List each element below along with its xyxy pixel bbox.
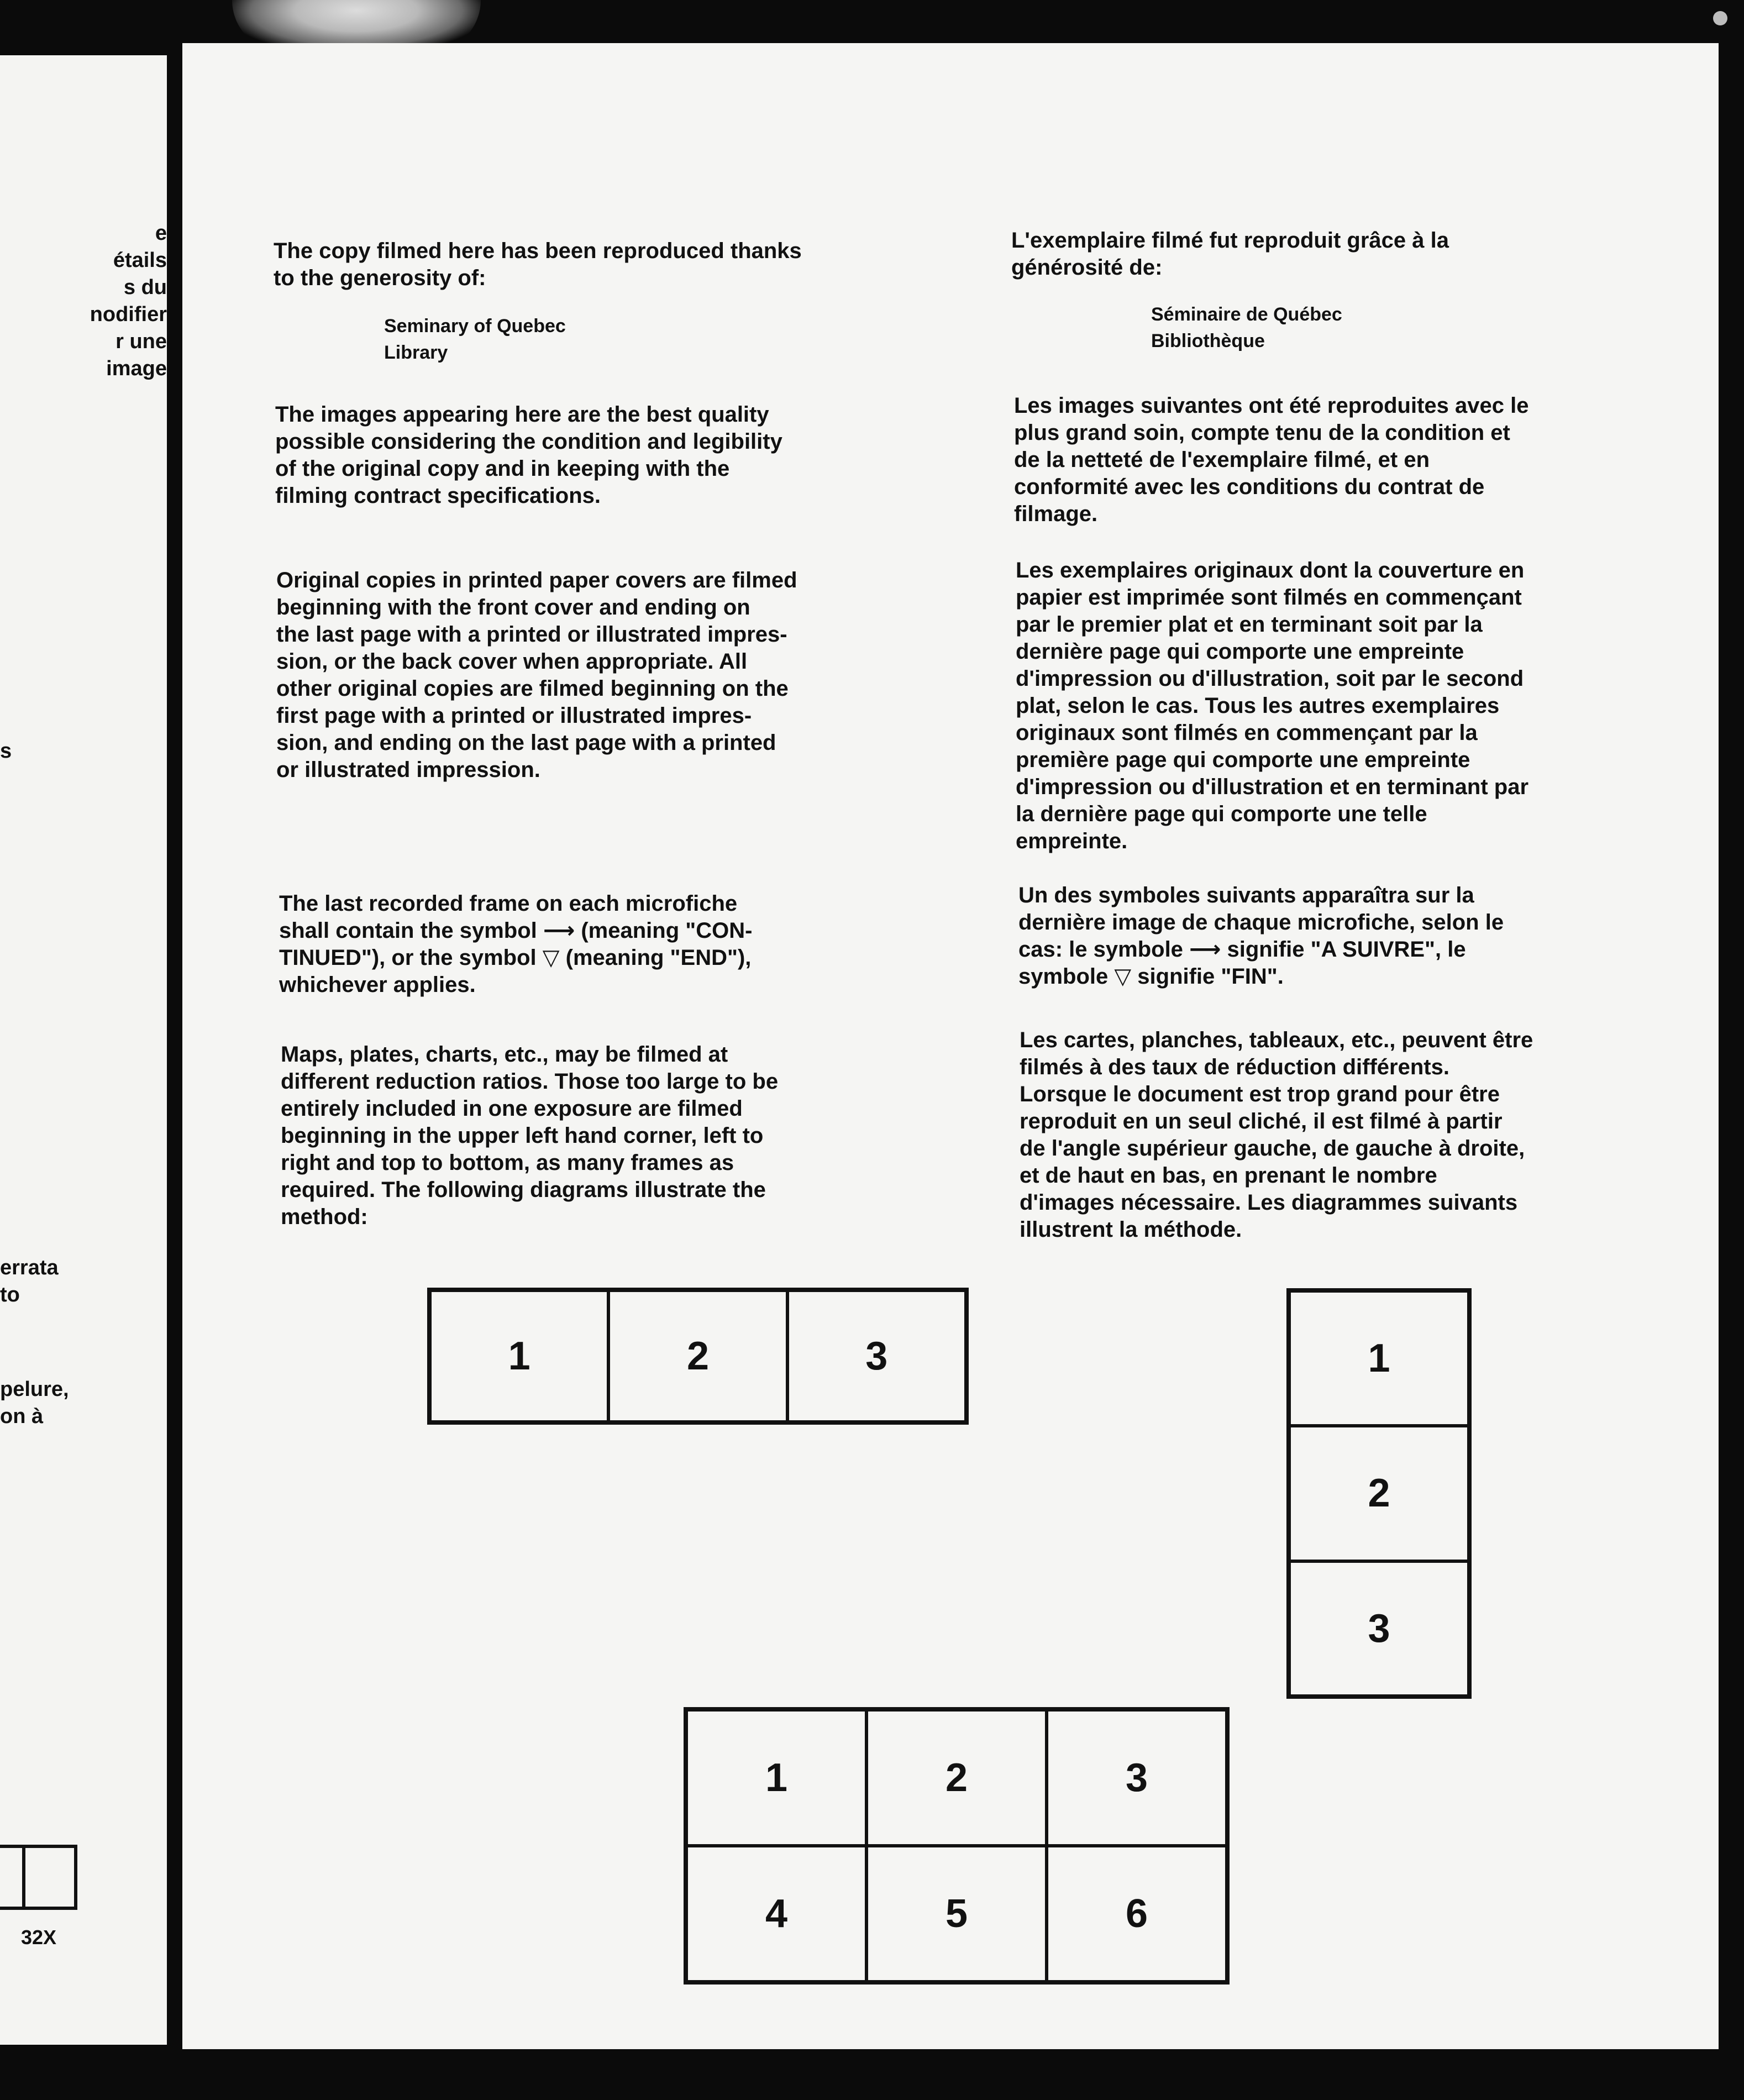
french-library-name: Séminaire de Québec Bibliothèque: [1151, 304, 1342, 351]
diagram-frame: 4: [686, 1846, 866, 1982]
adjacent-page-fragment: [0, 55, 167, 2045]
french-originals-notice: Les exemplaires originaux dont la couverture en papier est imprimée sont filmés en commençant par le premier plat et en terminant soit par la dernière page qui comporte une empreinte d'impression ou d'illustration, soit par le second plat, selon le cas. Tous les autres exemplaires originaux sont filmés en commençant par la première page qui comporte une empreinte d'impression ou d'illustration et en terminant par la dernière page qui comporte une telle empreinte.: [1016, 558, 1529, 853]
left-fragment-line: e: [155, 222, 167, 245]
english-quality-notice: The images appearing here are the best quality possible considering the condition and legibility of the original copy and in keeping with the filming contract specifications.: [275, 402, 782, 508]
english-maps-notice: Maps, plates, charts, etc., may be filmed at different reduction ratios. Those too large to be entirely included in one exposure are filmed beginning in the upper left hand corner, left to right and top to bottom, as many frames as required. The following diagrams illustrate the method:: [281, 1042, 779, 1229]
left-fragment-line: s: [0, 739, 12, 763]
left-fragment-line: r une: [115, 330, 167, 353]
left-fragment-line: on à: [0, 1405, 44, 1428]
diagram-frame: 6: [1047, 1846, 1227, 1982]
diagram-frame: 3: [787, 1290, 966, 1422]
diagram-frame: 1: [430, 1290, 608, 1422]
french-quality-notice: Les images suivantes ont été reproduites avec le plus grand soin, compte tenu de la condition et de la netteté de l'exemplaire filmé, et en conformité avec les conditions du contrat de filmage.: [1014, 393, 1529, 526]
diagram-vertical: [1286, 1288, 1472, 1699]
left-fragment-line: pelure,: [0, 1378, 69, 1401]
left-fragment-line: to: [0, 1283, 20, 1306]
magnification-box: [0, 1845, 77, 1910]
magnification-label: 32X: [21, 1926, 57, 1949]
diagram-frame: 5: [866, 1846, 1047, 1982]
left-fragment-line: image: [106, 357, 167, 380]
diagram-frame: 3: [1289, 1561, 1469, 1696]
french-maps-notice: Les cartes, planches, tableaux, etc., peuvent être filmés à des taux de réduction différents. Lorsque le document est trop grand pour être reproduit en un seul cliché, il est filmé à partir de l'angle supérieur gauche, de gauche à droite, et de haut en bas, en prenant le nombre d'images nécessaire. Les diagrammes suivants illustrent la méthode.: [1020, 1028, 1533, 1242]
left-fragment-line: s du: [123, 276, 167, 299]
left-fragment-line: errata: [0, 1256, 59, 1279]
english-intro: The copy filmed here has been reproduced thanks to the generosity of:: [274, 239, 802, 290]
microfiche-target-page: [182, 43, 1719, 2049]
diagram-frame: 3: [1047, 1710, 1227, 1846]
english-symbols-notice: The last recorded frame on each microfiche shall contain the symbol ⟶ (meaning "CON- TINUED"), or the symbol ▽ (meaning "END"), whichever applies.: [279, 891, 753, 997]
diagram-frame: 2: [1289, 1426, 1469, 1561]
diagram-grid: [684, 1707, 1230, 1985]
diagram-frame: 2: [866, 1710, 1047, 1846]
english-library-name: Seminary of Quebec Library: [384, 316, 566, 363]
diagram-frame: 1: [1289, 1291, 1469, 1426]
diagram-frame: 2: [608, 1290, 787, 1422]
diagram-frame: 1: [686, 1710, 866, 1846]
left-fragment-line: étails: [113, 249, 167, 272]
french-symbols-notice: Un des symboles suivants apparaîtra sur la dernière image de chaque microfiche, selon le cas: le symbole ⟶ signifie "A SUIVRE", le symbole ▽ signifie "FIN".: [1018, 883, 1504, 989]
english-originals-notice: Original copies in printed paper covers are filmed beginning with the front cover and ending on the last page with a printed or illustrated impres- sion, or the back cover when appropriate. All other original copies are filmed beginning on the first page with a printed or illustrated impres- sion, and ending on the last page with a printed or illustrated impression.: [276, 568, 797, 782]
french-intro: L'exemplaire filmé fut reproduit grâce à la générosité de:: [1011, 228, 1449, 280]
scan-corner-mark: [1713, 11, 1727, 25]
diagram-horizontal: [427, 1288, 969, 1425]
left-fragment-line: nodifier: [90, 303, 167, 326]
